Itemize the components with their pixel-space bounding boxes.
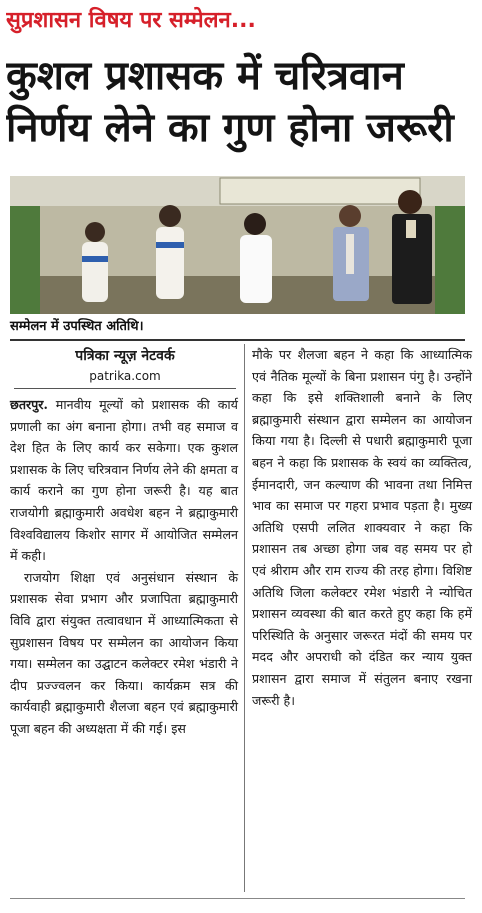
headline-line-2: निर्णय लेने का गुण होना जरूरी [6,105,454,151]
byline-divider [14,388,236,389]
photo-caption: सम्मेलन में उपस्थित अतिथि। [10,319,144,334]
divider-rule [10,339,465,341]
left-column [10,394,238,740]
event-photo-illustration [10,176,465,314]
bottom-rule [10,898,465,899]
event-photo [10,176,465,314]
kicker-heading: सुप्रशासन विषय पर सम्मेलन... [6,8,256,33]
website-credit: patrika.com [89,369,161,383]
dateline: छतरपुर. [10,397,48,412]
paragraph-1-text: मानवीय मूल्यों को प्रशासक की कार्य प्रणाली का अंग बनाना होगा। तभी वह समाज व देश हित के लिए कार्य कर सकेगा। एक कुशल प्रशासक के लिए चरित्रवान निर्णय लेने की क्षमता व कार्य कराने का गुण होना जरूरी है। यह बात राजयोगी ब्रह्माकुमारी अवधेश बहन ने ब्रह्माकुमारी विश्वविद्यालय किशोर सागर में आयोजित सम्मेलन में कही। [10,397,238,564]
byline: पत्रिका न्यूज़ नेटवर्क [75,348,175,364]
paragraph-1 [10,394,238,567]
paragraph-3: मौके पर शैलजा बहन ने कहा कि आध्यात्मिक एवं नैतिक मूल्यों के बिना प्रशासन पंगु है। उन्होंने कहा कि इसे शक्तिशाली बनाने के लिए ब्रह्माकुमारी संस्थान द्वारा सम्मेलन का आयोजन किया गया है। दिल्ली से पधारी ब्रह्माकुमारी पूजा बहन ने कहा कि प्रशासक के स्वयं का व्यक्तित्व, ईमानदारी, जन कल्याण की भावना तथा निमित्त भाव का समाज पर गहरा प्रभाव पड़ता है। मुख्य अतिथि एसपी ललित शाक्यवार ने कहा कि प्रशासन तब अच्छा होगा जब वह समय पर हो एवं श्रीराम और राम राज्य की तरह होगा। विशिष्ट अतिथि जिला कलेक्टर रमेश भंडारी ने न्योचित प्रशासन व्यवस्था की बात करते हुए कहा कि हमें परिस्थिति के अनुसार जरूरत मंदों की समय पर मदद और अपराधी को दंडित कर न्याय युक्त प्रशासन द्वारा समाज में संतुलन बनाए रखना जरूरी है। [252,347,472,708]
column-separator [244,344,245,892]
right-column [252,344,472,711]
headline [6,50,476,154]
headline-line-1: कुशल प्रशासक में चरित्रवान [6,53,404,99]
paragraph-2: राजयोग शिक्षा एवं अनुसंधान संस्थान के प्रशासक सेवा प्रभाग और प्रजापिता ब्रह्माकुमारी विवि द्वारा संयुक्त तत्वावधान में आध्यात्मिकता से सुप्रशासन विषय पर सम्मेलन का आयोजन किया गया। सम्मेलन का उद्घाटन कलेक्टर रमेश भंडारी ने दीप प्रज्ज्वलन कर किया। कार्यक्रम सत्र की कार्यवाही ब्रह्माकुमारी शैलजा बहन एवं ब्रह्माकुमारी पूजा बहन की अध्यक्षता में की गई। इस [10,569,238,736]
